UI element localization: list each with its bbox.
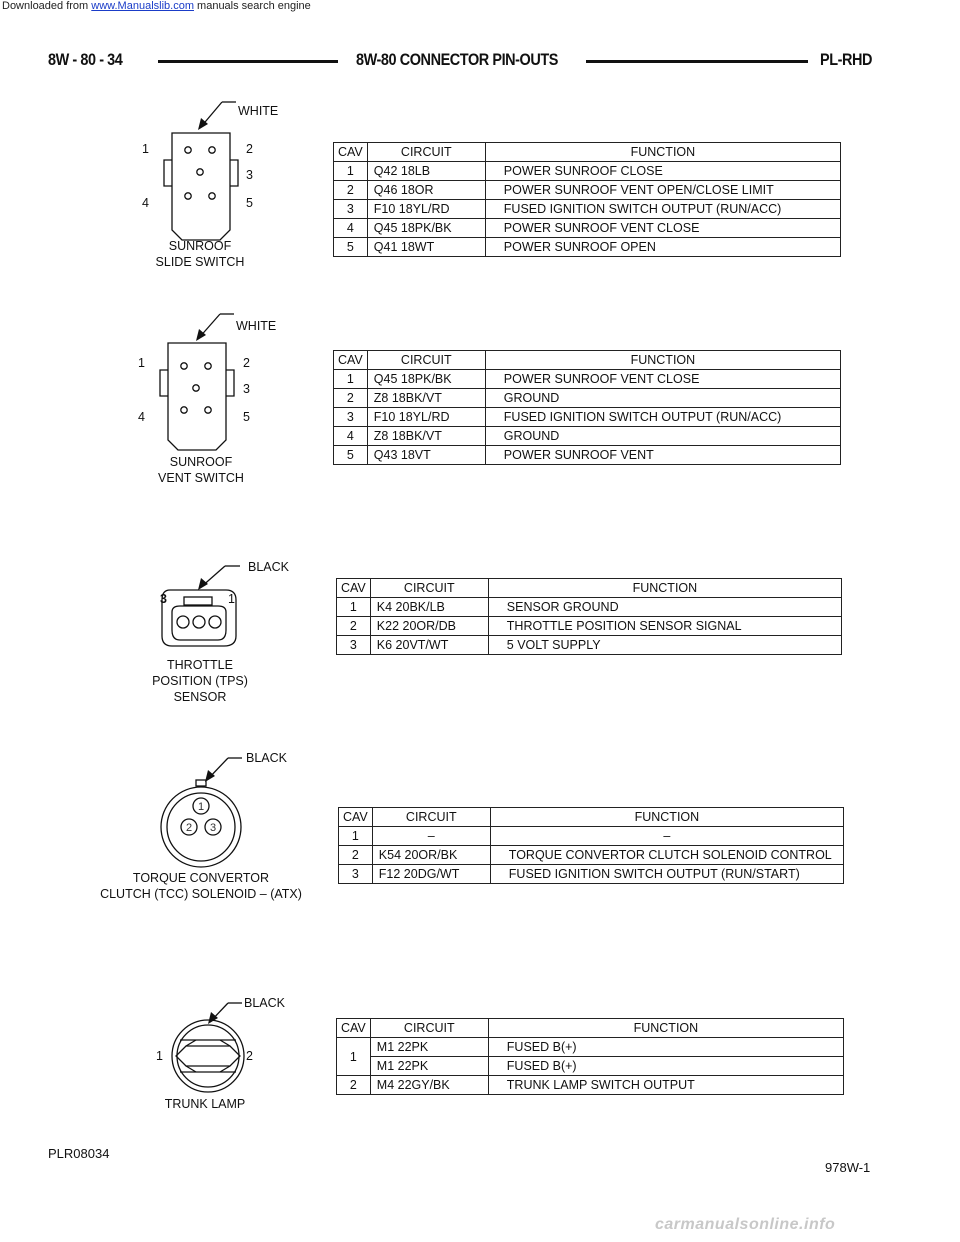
header-cav: CAV <box>339 808 373 827</box>
function-cell: – <box>490 827 843 846</box>
color-label: BLACK <box>246 751 287 765</box>
function-cell: FUSED B(+) <box>488 1057 843 1076</box>
circuit-cell: K54 20OR/BK <box>372 846 490 865</box>
cav-cell: 1 <box>339 827 373 846</box>
table-header-row <box>339 808 844 827</box>
header-function: FUNCTION <box>485 351 840 370</box>
figure-code: PLR08034 <box>48 1146 110 1161</box>
pinout-table <box>336 578 842 655</box>
pin-label: 1 <box>228 592 235 606</box>
pin-label: 5 <box>243 410 250 424</box>
circuit-cell: Q43 18VT <box>367 446 485 465</box>
function-cell: POWER SUNROOF OPEN <box>485 238 840 257</box>
circuit-cell: – <box>372 827 490 846</box>
pinout-table <box>333 350 841 465</box>
function-cell: FUSED B(+) <box>488 1038 843 1057</box>
cav-cell: 5 <box>334 238 368 257</box>
function-cell: GROUND <box>485 427 840 446</box>
header-cav: CAV <box>334 143 368 162</box>
circuit-cell: M4 22GY/BK <box>370 1076 488 1095</box>
cav-cell: 1 <box>334 370 368 389</box>
tcc-pin-2: 2 <box>185 822 193 834</box>
circuit-cell: K22 20OR/DB <box>370 617 488 636</box>
model-code: PL-RHD <box>820 50 873 69</box>
pin-label: 1 <box>142 142 149 156</box>
function-cell: FUSED IGNITION SWITCH OUTPUT (RUN/ACC) <box>485 200 840 219</box>
table-row <box>339 865 844 884</box>
table-row <box>337 636 842 655</box>
connector-caption <box>130 657 270 705</box>
cav-cell: 3 <box>334 200 368 219</box>
cav-cell: 2 <box>334 389 368 408</box>
header-function: FUNCTION <box>485 143 840 162</box>
function-cell: POWER SUNROOF CLOSE <box>485 162 840 181</box>
pin-label: 1 <box>138 356 145 370</box>
table-row <box>334 200 841 219</box>
table-header-row <box>337 1019 844 1038</box>
table-row <box>334 370 841 389</box>
connector-caption <box>150 1096 260 1112</box>
color-label: WHITE <box>236 319 277 333</box>
pin-label: 3 <box>246 168 253 182</box>
cav-cell: 1 <box>337 1038 371 1076</box>
cav-cell: 1 <box>337 598 371 617</box>
color-label: BLACK <box>244 996 285 1010</box>
table-row <box>334 219 841 238</box>
connector-caption <box>146 454 256 486</box>
table-row <box>334 238 841 257</box>
cav-cell: 3 <box>337 636 371 655</box>
connector-caption <box>150 238 250 270</box>
table-row <box>337 1057 844 1076</box>
header-cav: CAV <box>337 1019 371 1038</box>
table-row <box>334 162 841 181</box>
circuit-cell: M1 22PK <box>370 1057 488 1076</box>
header-cav: CAV <box>337 579 371 598</box>
table-row <box>334 427 841 446</box>
caption-line: SENSOR <box>173 690 227 704</box>
table-row <box>334 446 841 465</box>
circuit-cell: Z8 18BK/VT <box>367 389 485 408</box>
circuit-cell: K6 20VT/WT <box>370 636 488 655</box>
cav-cell: 5 <box>334 446 368 465</box>
circuit-cell: Q41 18WT <box>367 238 485 257</box>
table-row <box>334 408 841 427</box>
circuit-cell: Q46 18OR <box>367 181 485 200</box>
caption-line: SLIDE SWITCH <box>155 255 245 269</box>
circuit-cell: F10 18YL/RD <box>367 200 485 219</box>
cav-cell: 2 <box>339 846 373 865</box>
pin-label: 4 <box>142 196 149 210</box>
header-circuit: CIRCUIT <box>372 808 490 827</box>
vent-switch-connector-drawing <box>160 314 234 450</box>
cav-cell: 2 <box>334 181 368 200</box>
header-circuit: CIRCUIT <box>367 351 485 370</box>
pin-label: 3 <box>243 382 250 396</box>
caption-line: POSITION (TPS) <box>152 674 248 688</box>
table-row <box>337 1038 844 1057</box>
function-cell: POWER SUNROOF VENT OPEN/CLOSE LIMIT <box>485 181 840 200</box>
table-header-row <box>334 351 841 370</box>
table-row <box>334 181 841 200</box>
cav-cell: 3 <box>339 865 373 884</box>
cav-cell: 2 <box>337 1076 371 1095</box>
cav-cell: 2 <box>337 617 371 636</box>
pinout-table <box>333 142 841 257</box>
table-header-row <box>337 579 842 598</box>
function-cell: FUSED IGNITION SWITCH OUTPUT (RUN/ACC) <box>485 408 840 427</box>
pinout-table <box>336 1018 844 1095</box>
function-cell: FUSED IGNITION SWITCH OUTPUT (RUN/START) <box>490 865 843 884</box>
page-title: 8W-80 CONNECTOR PIN-OUTS <box>356 50 559 69</box>
cav-cell: 4 <box>334 427 368 446</box>
tcc-pin-3: 3 <box>209 822 217 834</box>
function-cell: THROTTLE POSITION SENSOR SIGNAL <box>488 617 841 636</box>
color-label: WHITE <box>238 104 279 118</box>
page-code: 978W-1 <box>825 1160 871 1175</box>
pin-label: 4 <box>138 410 145 424</box>
table-row <box>339 827 844 846</box>
table-row <box>339 846 844 865</box>
caption-line: THROTTLE <box>167 658 233 672</box>
circuit-cell: M1 22PK <box>370 1038 488 1057</box>
header-circuit: CIRCUIT <box>370 579 488 598</box>
caption-line: TRUNK LAMP <box>164 1097 246 1111</box>
caption-line: SUNROOF <box>169 455 233 469</box>
tcc-pin-1: 1 <box>197 801 205 813</box>
pinout-table <box>338 807 844 884</box>
pin-label: 5 <box>246 196 253 210</box>
function-cell: 5 VOLT SUPPLY <box>488 636 841 655</box>
cav-cell: 3 <box>334 408 368 427</box>
function-cell: POWER SUNROOF VENT <box>485 446 840 465</box>
function-cell: POWER SUNROOF VENT CLOSE <box>485 219 840 238</box>
table-row <box>334 389 841 408</box>
color-label: BLACK <box>248 560 289 574</box>
caption-line: CLUTCH (TCC) SOLENOID – (ATX) <box>100 887 302 901</box>
trunk-lamp-connector-drawing <box>172 1003 244 1092</box>
circuit-cell: Q45 18PK/BK <box>367 370 485 389</box>
circuit-cell: K4 20BK/LB <box>370 598 488 617</box>
function-cell: POWER SUNROOF VENT CLOSE <box>485 370 840 389</box>
watermark: carmanualsonline.info <box>655 1216 836 1233</box>
pin-label: 2 <box>246 1049 253 1063</box>
pin-label: 2 <box>243 356 250 370</box>
connector-caption <box>96 870 306 902</box>
pin-label: 3 <box>160 592 167 606</box>
page-number: 8W - 80 - 34 <box>48 50 123 69</box>
caption-line: VENT SWITCH <box>158 471 244 485</box>
pin-label: 2 <box>246 142 253 156</box>
caption-line: TORQUE CONVERTOR <box>132 871 270 885</box>
cav-cell: 4 <box>334 219 368 238</box>
header-circuit: CIRCUIT <box>367 143 485 162</box>
header-circuit: CIRCUIT <box>370 1019 488 1038</box>
circuit-cell: Q42 18LB <box>367 162 485 181</box>
table-header-row <box>334 143 841 162</box>
pin-label: 1 <box>156 1049 163 1063</box>
header-cav: CAV <box>334 351 368 370</box>
function-cell: TORQUE CONVERTOR CLUTCH SOLENOID CONTROL <box>490 846 843 865</box>
circuit-cell: Z8 18BK/VT <box>367 427 485 446</box>
circuit-cell: F12 20DG/WT <box>372 865 490 884</box>
manualslib-link[interactable]: www.Manualslib.com <box>91 0 194 12</box>
table-row <box>337 598 842 617</box>
header-function: FUNCTION <box>488 579 841 598</box>
function-cell: GROUND <box>485 389 840 408</box>
header-function: FUNCTION <box>488 1019 843 1038</box>
cav-cell: 1 <box>334 162 368 181</box>
circuit-cell: Q45 18PK/BK <box>367 219 485 238</box>
caption-line: SUNROOF <box>168 239 232 253</box>
download-prefix: Downloaded from <box>2 0 92 12</box>
function-cell: TRUNK LAMP SWITCH OUTPUT <box>488 1076 843 1095</box>
table-row <box>337 1076 844 1095</box>
circuit-cell: F10 18YL/RD <box>367 408 485 427</box>
function-cell: SENSOR GROUND <box>488 598 841 617</box>
table-row <box>337 617 842 636</box>
header-function: FUNCTION <box>490 808 843 827</box>
download-suffix: manuals search engine <box>193 0 311 12</box>
